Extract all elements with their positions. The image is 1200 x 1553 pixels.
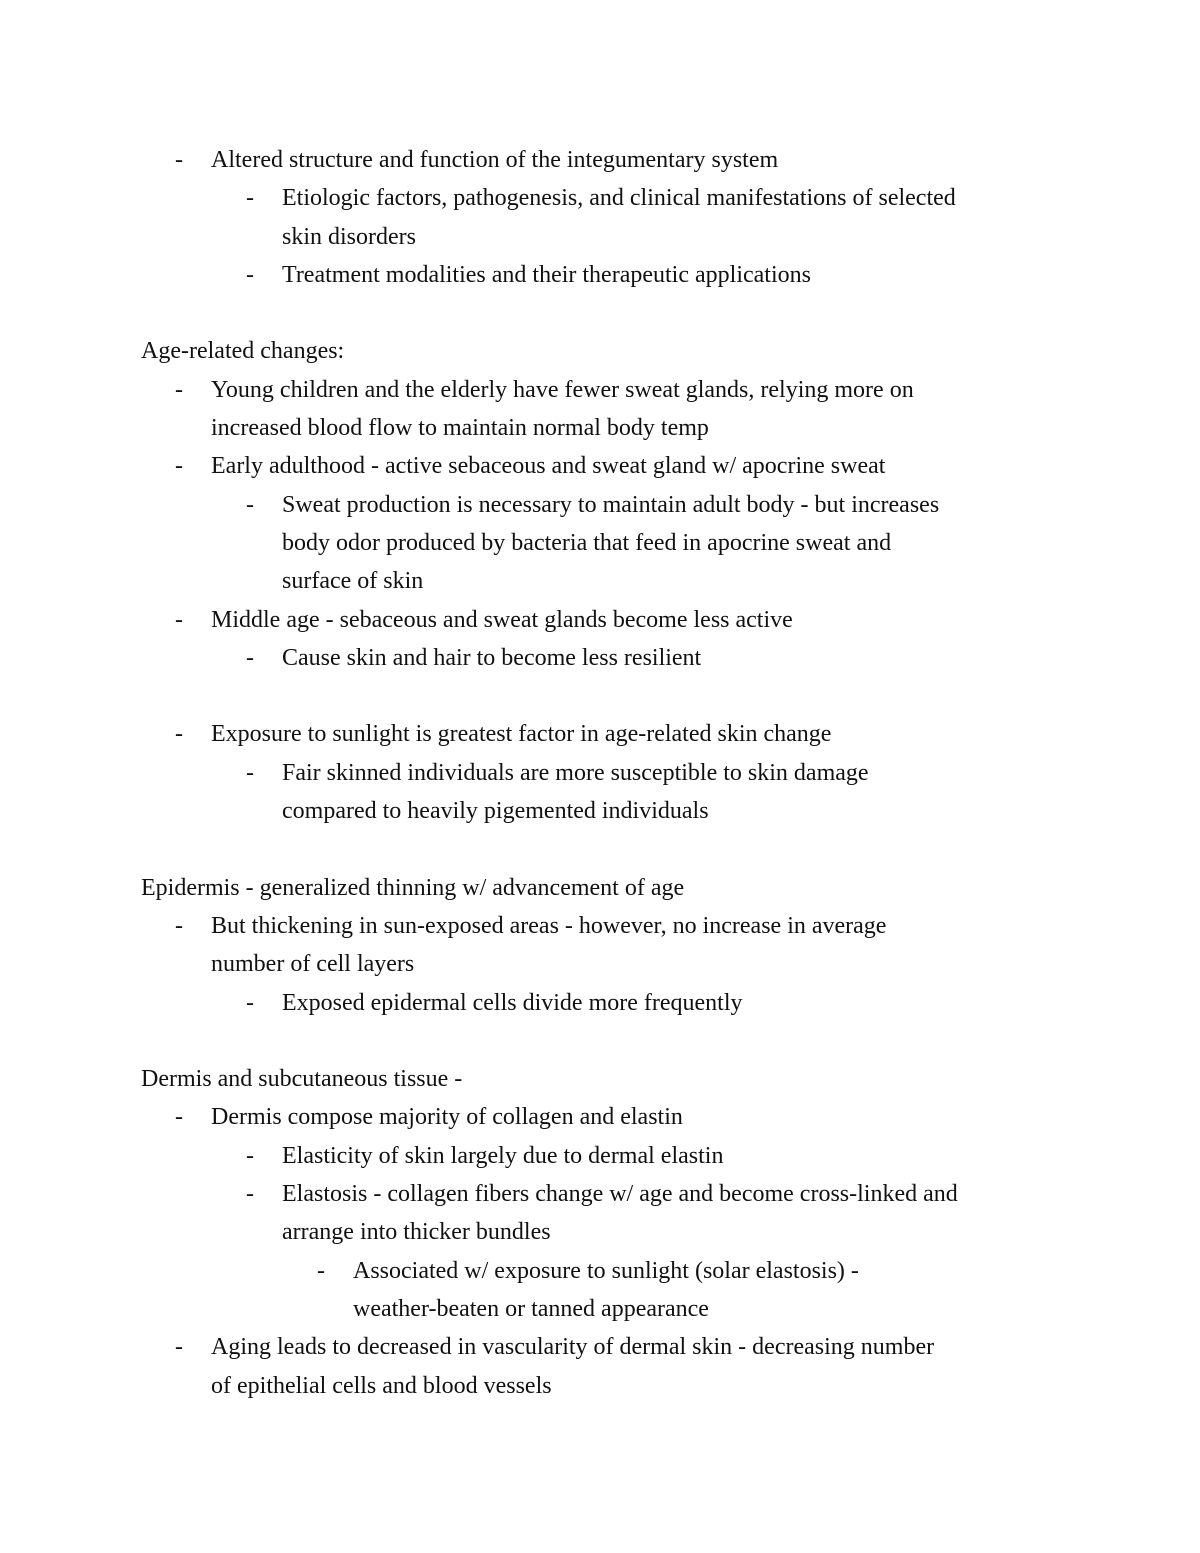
dash-bullet: - bbox=[175, 147, 183, 173]
spacer bbox=[0, 294, 1200, 332]
dash-bullet: - bbox=[246, 989, 254, 1016]
bullet-item bbox=[0, 371, 1200, 409]
bullet-text: Altered structure and function of the integumentary system bbox=[211, 147, 779, 173]
bullet-text: Associated w/ exposure to sunlight (solar elastosis) - bbox=[353, 1257, 859, 1284]
dash-bullet: - bbox=[175, 912, 183, 939]
dash-bullet: - bbox=[246, 185, 254, 212]
bullet-continuation bbox=[0, 524, 1200, 562]
bullet-text: number of cell layers bbox=[211, 951, 415, 978]
bullet-item bbox=[0, 447, 1200, 485]
dash-bullet: - bbox=[175, 606, 183, 633]
dash-bullet: - bbox=[175, 453, 183, 480]
bullet-text: increased blood flow to maintain normal body temp bbox=[211, 415, 709, 442]
bullet-text: of epithelial cells and blood vessels bbox=[211, 1372, 552, 1399]
bullet-continuation bbox=[0, 409, 1200, 447]
bullet-text: Exposed epidermal cells divide more frequently bbox=[282, 989, 743, 1016]
bullet-item bbox=[0, 601, 1200, 639]
bullet-text: Middle age - sebaceous and sweat glands become less active bbox=[211, 606, 793, 633]
dash-bullet: - bbox=[246, 759, 254, 786]
bullet-item bbox=[0, 1137, 1200, 1175]
bullet-item bbox=[0, 486, 1200, 524]
dash-bullet: - bbox=[175, 721, 183, 748]
bullet-text: Elastosis - collagen fibers change w/ age and become cross-linked and bbox=[282, 1181, 958, 1208]
section-heading: Age-related changes: bbox=[141, 338, 345, 365]
bullet-text: Sweat production is necessary to maintain adult body - but increases bbox=[282, 491, 940, 518]
section-heading: Epidermis - generalized thinning w/ advancement of age bbox=[141, 874, 685, 901]
bullet-item bbox=[0, 179, 1200, 217]
bullet-item bbox=[0, 141, 1200, 179]
dash-bullet: - bbox=[246, 491, 254, 518]
bullet-item bbox=[0, 1328, 1200, 1366]
bullet-text: surface of skin bbox=[282, 568, 424, 595]
dash-bullet: - bbox=[246, 1142, 254, 1169]
bullet-text: Treatment modalities and their therapeutic applications bbox=[282, 261, 811, 288]
bullet-item bbox=[0, 639, 1200, 677]
dash-bullet: - bbox=[175, 1334, 183, 1361]
bullet-text: weather-beaten or tanned appearance bbox=[353, 1295, 709, 1322]
dash-bullet: - bbox=[246, 644, 254, 671]
spacer bbox=[0, 677, 1200, 715]
bullet-continuation bbox=[0, 562, 1200, 600]
spacer bbox=[0, 1022, 1200, 1060]
bullet-continuation bbox=[0, 945, 1200, 983]
bullet-text: Aging leads to decreased in vascularity of dermal skin - decreasing number bbox=[211, 1334, 935, 1361]
bullet-text: Fair skinned individuals are more susceptible to skin damage bbox=[282, 759, 869, 786]
bullet-text: arrange into thicker bundles bbox=[282, 1219, 551, 1246]
dash-bullet: - bbox=[175, 1104, 183, 1131]
dash-bullet: - bbox=[246, 261, 254, 288]
bullet-text: body odor produced by bacteria that feed in apocrine sweat and bbox=[282, 529, 892, 556]
bullet-text: Etiologic factors, pathogenesis, and clinical manifestations of selected bbox=[282, 185, 956, 212]
bullet-text: But thickening in sun-exposed areas - however, no increase in average bbox=[211, 912, 887, 939]
dash-bullet: - bbox=[246, 1181, 254, 1208]
section-heading: Dermis and subcutaneous tissue - bbox=[141, 1066, 463, 1093]
bullet-item bbox=[0, 715, 1200, 753]
bullet-text: skin disorders bbox=[282, 223, 416, 250]
bullet-continuation bbox=[0, 1213, 1200, 1251]
bullet-continuation bbox=[0, 1290, 1200, 1328]
bullet-text: Exposure to sunlight is greatest factor in age-related skin change bbox=[211, 721, 832, 748]
bullet-item bbox=[0, 256, 1200, 294]
bullet-item bbox=[0, 1098, 1200, 1136]
bullet-continuation bbox=[0, 1367, 1200, 1405]
bullet-item bbox=[0, 907, 1200, 945]
bullet-item bbox=[0, 1252, 1200, 1290]
bullet-text: Early adulthood - active sebaceous and sweat gland w/ apocrine sweat bbox=[211, 453, 886, 480]
bullet-text: Cause skin and hair to become less resilient bbox=[282, 644, 702, 671]
bullet-text: Young children and the elderly have fewer sweat glands, relying more on bbox=[211, 376, 914, 403]
bullet-text: Elasticity of skin largely due to dermal elastin bbox=[282, 1142, 724, 1169]
bullet-continuation bbox=[0, 792, 1200, 830]
spacer bbox=[0, 830, 1200, 868]
bullet-item bbox=[0, 754, 1200, 792]
bullet-item bbox=[0, 1175, 1200, 1213]
dash-bullet: - bbox=[317, 1257, 325, 1284]
bullet-item bbox=[0, 984, 1200, 1022]
bullet-text: Dermis compose majority of collagen and elastin bbox=[211, 1104, 683, 1131]
bullet-continuation bbox=[0, 218, 1200, 256]
dash-bullet: - bbox=[175, 376, 183, 403]
bullet-text: compared to heavily pigemented individuals bbox=[282, 798, 709, 825]
